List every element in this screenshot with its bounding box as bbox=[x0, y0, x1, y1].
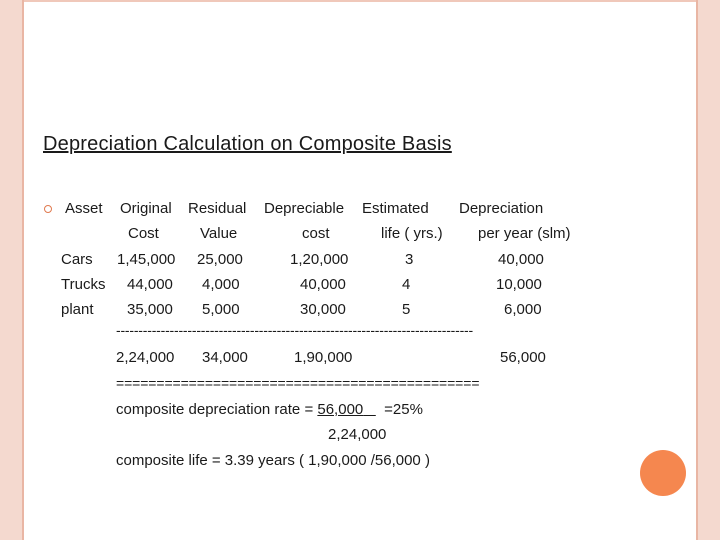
composite-life-line: composite life = 3.39 years ( 1,90,000 /56,000 ) bbox=[116, 452, 430, 469]
composite-rate-line bbox=[116, 401, 423, 419]
total-original: 2,24,000 bbox=[116, 349, 175, 366]
row-original: 35,000 bbox=[127, 301, 173, 318]
slide-title: Depreciation Calculation on Composite Basis bbox=[43, 133, 452, 155]
row-residual: 5,000 bbox=[202, 301, 240, 318]
slide-frame-top-line bbox=[24, 0, 696, 2]
header-cost: Cost bbox=[128, 225, 159, 242]
total-residual: 34,000 bbox=[202, 349, 248, 366]
composite-rate-denominator: 2,24,000 bbox=[328, 426, 387, 443]
row-original: 1,45,000 bbox=[117, 251, 176, 268]
slide-frame-left-line bbox=[22, 0, 24, 540]
numerator-underline-space bbox=[363, 401, 376, 418]
header-cost-2: cost bbox=[302, 225, 330, 242]
header-depreciation: Depreciation bbox=[459, 200, 544, 217]
row-life: 5 bbox=[402, 301, 411, 318]
equals-rule: ============================================= bbox=[116, 375, 480, 391]
header-life: life ( yrs.) bbox=[381, 225, 443, 242]
row-depreciable: 40,000 bbox=[300, 276, 346, 293]
row-life: 3 bbox=[405, 251, 414, 268]
row-residual: 25,000 bbox=[197, 251, 243, 268]
header-original: Original bbox=[120, 200, 172, 217]
row-depreciation: 6,000 bbox=[504, 301, 542, 318]
slide-frame-right-line bbox=[696, 0, 698, 540]
row-depreciation: 40,000 bbox=[498, 251, 544, 268]
slide-frame-right bbox=[698, 0, 720, 540]
row-asset: plant bbox=[61, 301, 94, 318]
row-asset: Trucks bbox=[61, 276, 106, 293]
row-depreciable: 1,20,000 bbox=[290, 251, 349, 268]
row-depreciation: 10,000 bbox=[496, 276, 542, 293]
header-per-year: per year (slm) bbox=[478, 225, 571, 242]
header-estimated: Estimated bbox=[362, 200, 429, 217]
slide-frame-left bbox=[0, 0, 22, 540]
header-depreciable: Depreciable bbox=[264, 200, 345, 217]
row-depreciable: 30,000 bbox=[300, 301, 346, 318]
header-value: Value bbox=[200, 225, 238, 242]
row-life: 4 bbox=[402, 276, 411, 293]
decorative-circle bbox=[640, 450, 686, 496]
row-residual: 4,000 bbox=[202, 276, 240, 293]
composite-rate-label: composite depreciation rate = bbox=[116, 401, 318, 418]
row-original: 44,000 bbox=[127, 276, 173, 293]
total-depreciable: 1,90,000 bbox=[294, 349, 353, 366]
row-asset: Cars bbox=[61, 251, 93, 268]
header-residual: Residual bbox=[188, 200, 247, 217]
composite-rate-numerator: 56,000 bbox=[317, 401, 364, 418]
bullet-icon bbox=[44, 205, 52, 213]
header-asset: Asset bbox=[65, 200, 103, 217]
dash-rule: -------------------------------------------------------------------------------- bbox=[116, 322, 473, 338]
composite-rate-result: =25% bbox=[384, 401, 423, 418]
total-depreciation: 56,000 bbox=[500, 349, 546, 366]
